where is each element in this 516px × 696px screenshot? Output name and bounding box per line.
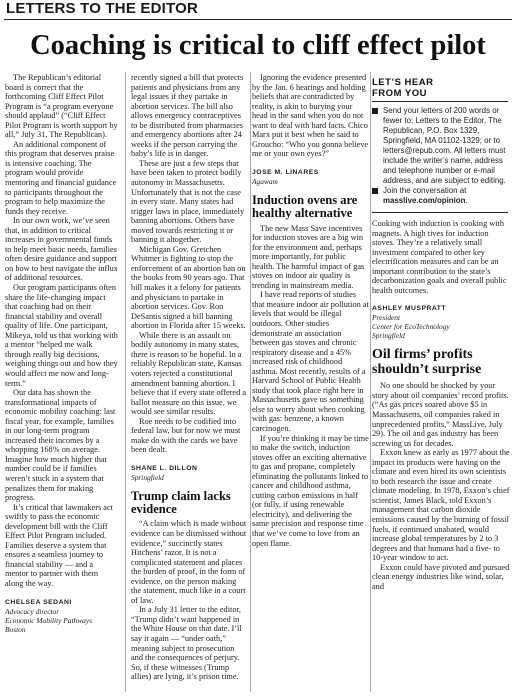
hear-box-item: [372, 186, 512, 206]
paragraph: recently signed a bill that protects patients and physicians from any legal issues if they partake in abortion services. The bill also allows emergency contraceptives to be distributed from pharmacies and emergency abortions after 24 weeks if the person carrying the baby’s life is in danger.: [131, 73, 244, 159]
opinion-link[interactable]: masslive.com/opinion: [383, 196, 466, 205]
paragraph: Exxon could have pivoted and pursued clean energy industries like wind, solar, and: [372, 562, 510, 591]
signer-role: President: [372, 313, 401, 323]
signer-organization: Center for EcoTechnology: [372, 322, 450, 332]
paragraph: In our own work, we’ve seen that, in addition to critical increases in governmental funds to help meet basic needs, families often desire guidance and support on how to best navigate the influx of additional resources.: [5, 216, 118, 283]
letter-4-title: Induction ovens are healthy alternative: [252, 192, 358, 220]
column-divider: [250, 72, 251, 692]
paragraph: “A claim which is made without evidence can be dismissed without evidence,” succinctly states Hitchens’ razor. It is not a complicated statement and places the burden of proof, in the form of evidence, on the person making the statement, much like in a court of law.: [131, 519, 247, 605]
paragraph: An additional component of this program that deserves praise is intensive coaching. The program would provide mentoring and financial guidance to participants throughout the program to help maximize the funds they receive.: [5, 139, 117, 216]
signer-name: CHELSEA SEDANI: [5, 598, 72, 606]
lets-hear-from-you-box: [372, 73, 512, 213]
submission-instructions: Send your letters of 200 words or fewer to: Letters to the Editor, The Republican, P.O. Box 1329, Springfield, MA 01102-1329; or to letters@repub.com. All letters must include the writer’s name, address and telephone number or e-mail address, and are subject to editing.: [383, 106, 506, 185]
signer-location: Boston: [5, 624, 26, 634]
column-4: [372, 73, 512, 591]
letter-2-body: [131, 73, 248, 455]
paragraph: It’s critical that lawmakers act swiftly to pass the economic development bill with the Cliff Effect Pilot Program included. Families deserve a system that ensures a seamless journey to financial stability — and a mentor to partner with them along the way.: [5, 502, 113, 588]
paragraph: Roe needs to be codified into federal law, but for now we must make do with the cards we have been dealt.: [131, 416, 241, 455]
hear-box-title: LET’S HEAR: [372, 77, 434, 88]
letter-4-body: [252, 224, 369, 549]
column-1: [5, 73, 118, 634]
letter-4-byline: [372, 304, 512, 340]
hear-box-item: [372, 106, 512, 186]
headline: Coaching is critical to cliff effect pilot: [30, 30, 486, 61]
signer-name: SHANE L. DILLON: [131, 464, 198, 472]
column-2: [131, 73, 248, 682]
paragraph: These are just a few steps that have been taken to protect bodily autonomy in Massachusetts. Unfortunately that is not the case in every state. Many states had trigger laws in place, immediately banning abortions. Others have moved towards restricting it or banning it altogether.: [131, 158, 245, 245]
paragraph: Our data has shown the transformational impacts of economic mobility coaching: last fiscal year, for example, families in our long-term program increased their incomes by a whopping 168% on average. Imagine how much higher that number could be if families weren’t stuck in a system that penalizes them for making progress.: [5, 388, 116, 503]
signer-location: Agawam: [252, 176, 278, 186]
paragraph: While there is an assault on bodily autonomy in many states, there is reason to be hopeful. In a reliably Republican state, Kansas voters rejected a constitutional amendment banning abortion. I believe that if every state offered a ballot measure on this issue, we would see similar results.: [131, 330, 247, 417]
letter-2-byline: [131, 464, 248, 482]
paragraph: The Republican’s editorial board is correct that the forthcoming Cliff Effect Pilot Program is “a program everyone should applaud” (“Cliff Effect Pilot Program is worth support by all,” July 31, The Republican).: [5, 73, 118, 140]
paragraph: Ignoring the evidence presented by the Jan. 6 hearings and holding beliefs that are contradicted by reality, is akin to burying your head in the sand when you do not want to deal with hard facts. Chico Marx put it best when he said to Groucho: “Who you gonna believe me or your own eyes?”: [252, 73, 369, 159]
signer-location: Springfield: [131, 472, 164, 482]
conversation-line: Join the conversation at masslive.com/opinion.: [383, 186, 468, 205]
paragraph: Our program participants often share the life-changing impact that coaching had on their financial stability and overall quality of life. One participant, Mikeya, told us that working with a mentor “helped me walk through really big decisions, weighing things out and how they would affect me now and long-term.”: [5, 283, 118, 388]
letter-3-body-end: [252, 73, 369, 159]
paragraph: The new Mass Save incentives for induction stoves are a big win for the environment and, perhaps more importantly, for public health. The harmful impact of gas stoves on indoor air quality is trending in mainstream media.: [252, 223, 365, 290]
paragraph: Michigan Gov. Gretchen Whitmer is fighting to stop the enforcement of an abortion ban on the books from 90 years ago. That bill makes it a felony for patients and physicians to partake in abortion services. Gov. Ron DeSantis signed a bill banning abortion in Florida after 15 weeks.: [131, 244, 246, 331]
signer-name: ASHLEY MUSPRATT: [372, 305, 447, 313]
square-bullet-icon: [372, 108, 378, 114]
divider: [372, 212, 508, 213]
signer-location: Springfield: [372, 331, 405, 341]
section-header: [4, 0, 512, 20]
letter-3-body-start: [131, 519, 248, 681]
divider: [372, 101, 508, 102]
letter-1-byline: [5, 598, 118, 634]
letter-4-body-end: [372, 219, 512, 295]
column-3: [252, 73, 369, 548]
column-divider: [125, 72, 126, 692]
paragraph: I have read reports of studies that measure indoor air pollution at levels that would be illegal outdoors. Other studies demonstrate an association between gas stoves and chronic respiratory disease and a 45% increased risk of childhood asthma. Most recently, results of a Harvard School of Public Health study that took place right here in Massachusetts gave us something else to worry about when cooking with gas: benzene, a known carcinogen.: [252, 290, 369, 433]
signer-name: JOSE M. LINARES: [252, 168, 319, 176]
signer-role: Advocacy director: [5, 606, 60, 616]
section-label: LETTERS TO THE EDITOR: [6, 0, 198, 17]
square-bullet-icon: [372, 188, 378, 194]
letter-3-byline: [252, 168, 369, 186]
hear-box-title: FROM YOU: [372, 88, 428, 99]
paragraph: Exxon knew as early as 1977 about the impact its products were having on the climate and even hired its own scientists to both research the issue and create climate modeling. In 1978, Exxon’s chief scientist, James Black, told Exxon’s management that carbon dioxide emissions caused by the burning of fossil fuels, if continued unabated, would increase global temperatures by 2 to 3 degrees and that humans had a five- to 10-year window to act.: [372, 448, 510, 563]
letter-3-title: Trump claim lacks evidence: [131, 488, 231, 516]
paragraph: In a July 31 letter to the editor, “Trump didn’t want happened in the White House on that date. I’ll say it again — “under oath,” meaning subject to prosecution and the consequences of perjury. So, if these witnesses (Trump allies) are lying, it’s prison time.: [131, 605, 242, 682]
signer-organization: Economic Mobility Pathways: [5, 615, 93, 625]
letter-5-body: [372, 381, 512, 591]
letter-1-body: [5, 73, 118, 589]
paragraph: No one should be shocked by your story about oil companies’ record profits. (“As gas prices soared above $5 in Massachusetts, oil companies raked in unprecedented profits,” MassLive, July 29). The oil and gas industry has been screwing us for decades.: [372, 381, 509, 448]
paragraph: Cooking with induction is cooking with magnets. A high tives for induction stoves. They’re a relatively small investment compared to other key electrification measures and can be an important contribution to the state’s decarbonization goals and overall public health outcomes.: [372, 219, 507, 295]
letter-5-title: Oil firms’ profits shouldn’t surprise: [372, 347, 482, 377]
paragraph: If you’re thinking it may be time to make the switch, induction stoves offer an exciting alternative to gas and propane, completely eliminating the pollutants linked to cancer and childhood asthma, cutting carbon emissions in half (or fully, if using renewable electricity), and delivering the same precision and response time that we’ve come to love from an open flame.: [252, 433, 369, 548]
column-divider: [370, 72, 371, 692]
